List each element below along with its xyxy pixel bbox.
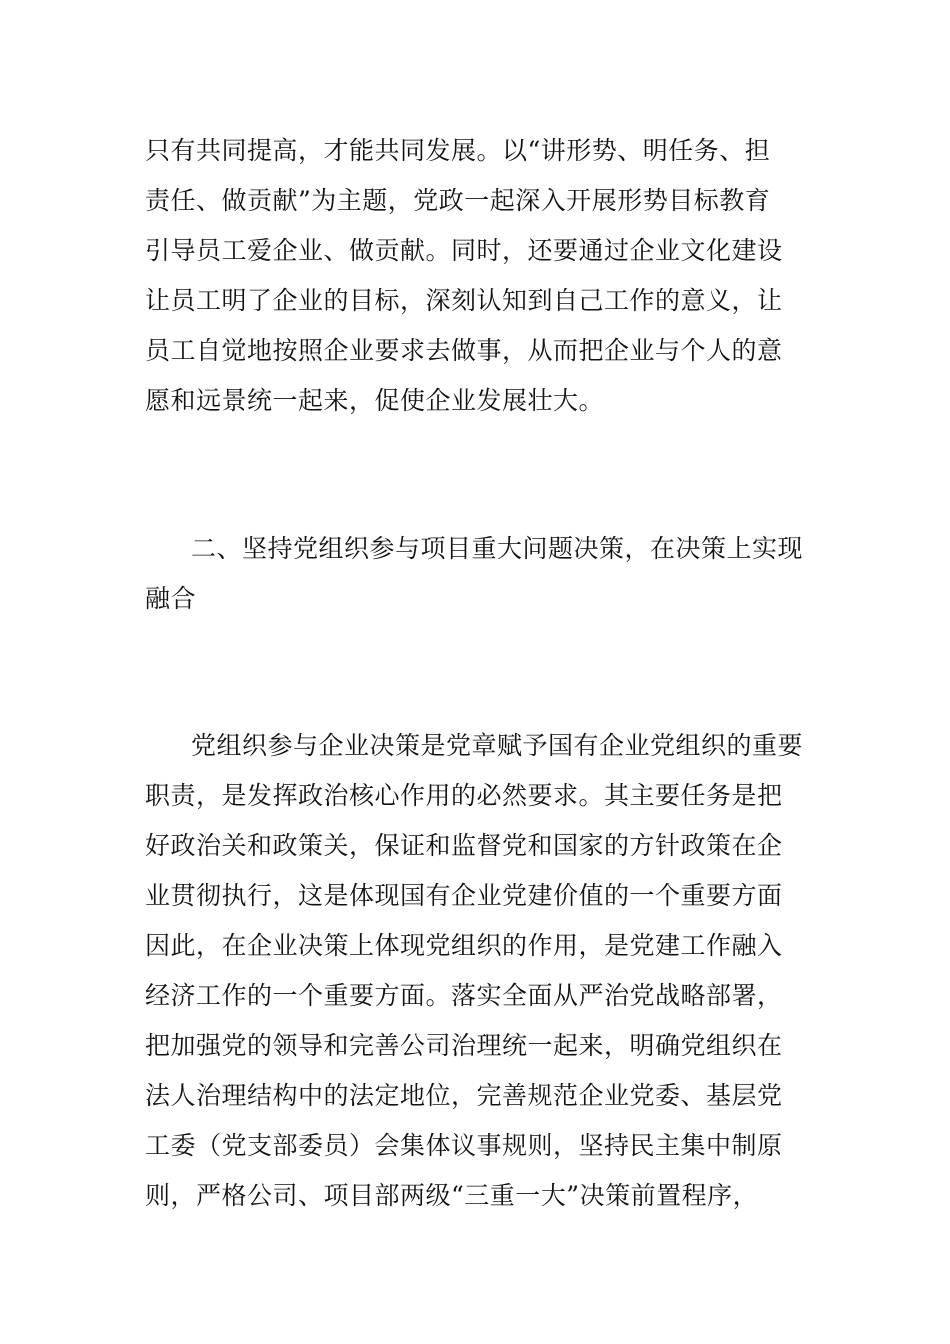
heading-line: 融合 [145,584,197,613]
paragraph-line: 好政治关和政策关，保证和监督党和国家的方针政策在企 [145,831,783,860]
paragraph-line: 因此，在企业决策上体现党组织的作用，是党建工作融入 [145,931,783,960]
paragraph-line: 工委（党支部委员）会集体议事规则，坚持民主集中制原 [145,1131,783,1160]
paragraph-continuation [145,126,810,426]
paragraph-line: 党组织参与企业决策是党章赋予国有企业党组织的重要 [191,731,804,760]
paragraph-line: 把加强党的领导和完善公司治理统一起来，明确党组织在 [145,1031,783,1060]
paragraph-line: 员工自觉地按照企业要求去做事，从而把企业与个人的意 [145,336,783,365]
paragraph-line: 法人治理结构中的法定地位，完善规范企业党委、基层党 [145,1081,783,1110]
paragraph-line: 则，严格公司、项目部两级“三重一大”决策前置程序， [145,1181,759,1210]
paragraph-line: 愿和远景统一起来，促使企业发展壮大。 [145,386,605,415]
paragraph-line: 经济工作的一个重要方面。落实全面从严治党战略部署， [145,981,783,1010]
section-heading [145,524,810,624]
paragraph-line: 责任、做贡献”为主题，党政一起深入开展形势目标教育 [145,186,771,215]
section-paragraph [145,721,810,1221]
paragraph-line: 引导员工爱企业、做贡献。同时，还要通过企业文化建设 [145,236,783,265]
heading-line: 二、坚持党组织参与项目重大问题决策，在决策上实现 [191,534,804,563]
paragraph-line: 职责，是发挥政治核心作用的必然要求。其主要任务是把 [145,781,783,810]
paragraph-line: 业贯彻执行，这是体现国有企业党建价值的一个重要方面 [145,881,783,910]
paragraph-line: 只有共同提高，才能共同发展。以“讲形势、明任务、担 [145,136,771,165]
paragraph-line: 让员工明了企业的目标，深刻认知到自己工作的意义，让 [145,286,783,315]
